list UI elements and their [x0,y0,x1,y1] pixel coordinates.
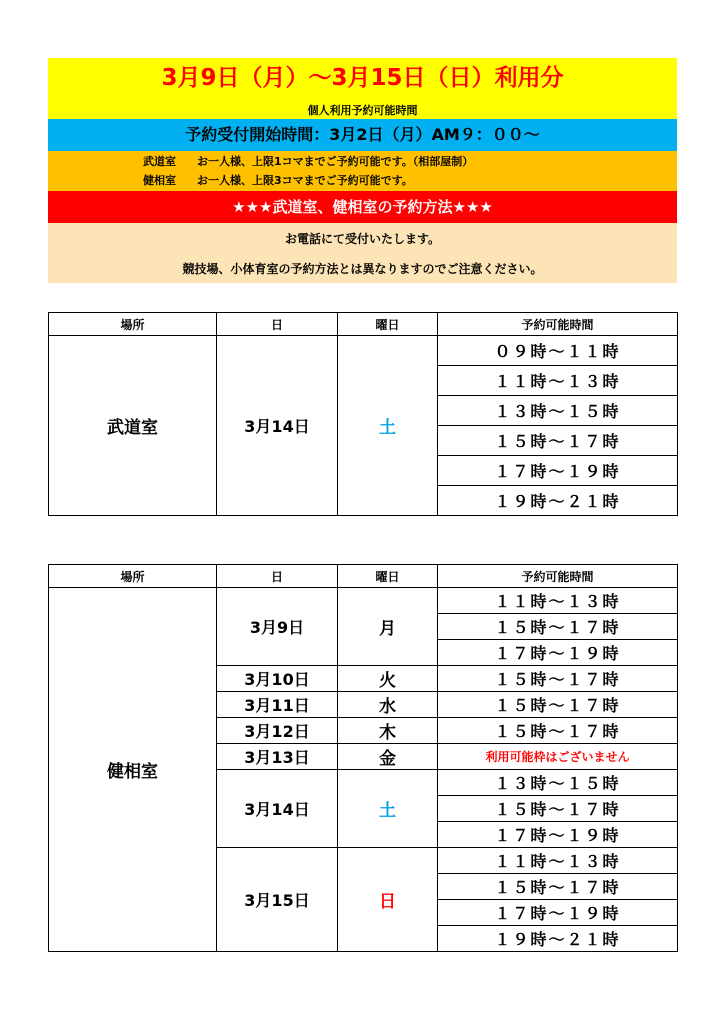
budo-schedule-table [48,312,678,516]
time-slot: １３時～１５時 [438,396,678,426]
time-slot: １９時～２１時 [438,486,678,516]
date-cell: 3月14日 [217,336,338,516]
dow-cell: 水 [338,692,438,718]
kenso-schedule-table [48,564,678,952]
header-slots: 予約可能時間 [438,565,678,588]
rule-text: お一人様、上限3コマまでご予約可能です。 [197,174,413,187]
place-cell: 武道室 [49,336,217,516]
date-cell: 3月15日 [217,848,338,952]
date-cell: 3月9日 [217,588,338,666]
no-availability-notice: 利用可能枠はございません [438,744,678,770]
date-cell: 3月12日 [217,718,338,744]
dow-cell: 土 [338,336,438,516]
date-cell: 3月11日 [217,692,338,718]
reservation-notes [48,223,677,283]
time-slot: １７時～１９時 [438,456,678,486]
note-caution: 競技場、小体育室の予約方法とは異なりますのでご注意ください。 [182,262,543,276]
header-place: 場所 [49,313,217,336]
reservation-method-title: ★★★武道室、健相室の予約方法★★★ [48,191,677,223]
page-title: 3月9日（月）～3月15日（日）利用分 [48,58,677,103]
dow-cell: 金 [338,744,438,770]
reservation-open-time: 予約受付開始時間：3月2日（月）AM９：００～ [48,119,677,151]
time-slot: １５時～１７時 [438,614,678,640]
time-slot: １３時～１５時 [438,770,678,796]
rule-room: 健相室 [143,174,176,187]
time-slot: １７時～１９時 [438,640,678,666]
header-date: 日 [217,565,338,588]
header-dow: 曜日 [338,313,438,336]
date-cell: 3月10日 [217,666,338,692]
rule-text: お一人様、上限1コマまでご予約可能です。（相部屋制） [197,155,474,168]
note-phone: お電話にて受付いたします。 [284,232,441,246]
table-header-row [49,313,678,336]
header-place: 場所 [49,565,217,588]
dow-cell: 月 [338,588,438,666]
time-slot: １５時～１７時 [438,874,678,900]
table-header-row [49,565,678,588]
rule-kenso [143,172,413,188]
header-dow: 曜日 [338,565,438,588]
reservation-rules [48,151,677,191]
time-slot: １１時～１３時 [438,588,678,614]
time-slot: １７時～１９時 [438,900,678,926]
time-slot: １１時～１３時 [438,366,678,396]
date-cell: 3月13日 [217,744,338,770]
header-date: 日 [217,313,338,336]
time-slot: １７時～１９時 [438,822,678,848]
time-slot: １５時～１７時 [438,692,678,718]
time-slot: １５時～１７時 [438,796,678,822]
date-cell: 3月14日 [217,770,338,848]
table-row [49,336,678,366]
dow-cell: 土 [338,770,438,848]
header-slots: 予約可能時間 [438,313,678,336]
time-slot: １５時～１７時 [438,426,678,456]
dow-cell: 日 [338,848,438,952]
time-slot: １５時～１７時 [438,666,678,692]
page-subtitle: 個人利用予約可能時間 [48,103,677,123]
time-slot: ０９時～１１時 [438,336,678,366]
rule-budo [143,153,473,169]
rule-room: 武道室 [143,155,176,168]
dow-cell: 火 [338,666,438,692]
time-slot: １５時～１７時 [438,718,678,744]
place-cell: 健相室 [49,588,217,952]
dow-cell: 木 [338,718,438,744]
time-slot: １９時～２１時 [438,926,678,952]
table-row [49,588,678,614]
time-slot: １１時～１３時 [438,848,678,874]
